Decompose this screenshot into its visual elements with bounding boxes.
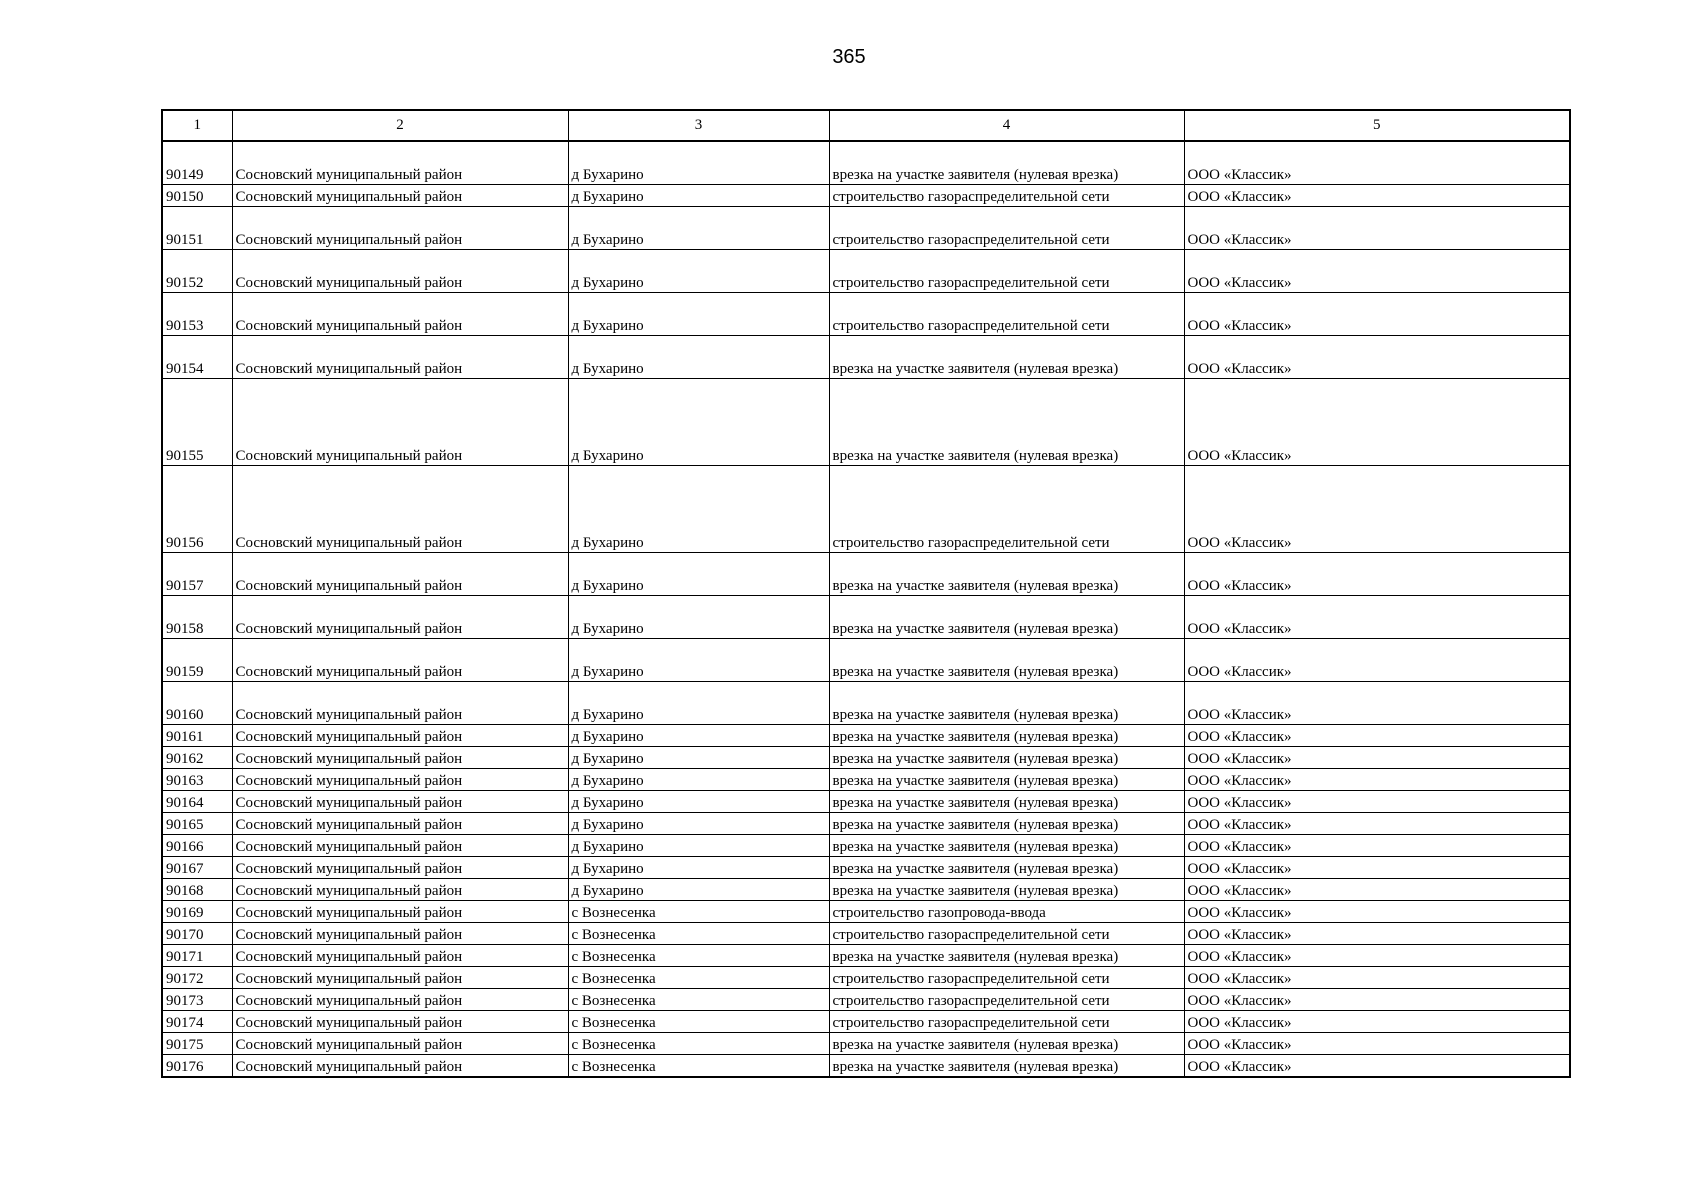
locality-cell: д Бухарино [568, 791, 829, 813]
district-cell: Сосновский муниципальный район [232, 879, 568, 901]
locality-cell: д Бухарино [568, 769, 829, 791]
row-number-cell: 90171 [162, 945, 232, 967]
work-type-cell: строительство газораспределительной сети [829, 207, 1184, 250]
table-row [162, 553, 1570, 596]
table-row [162, 1033, 1570, 1055]
row-number-cell: 90164 [162, 791, 232, 813]
table-row [162, 989, 1570, 1011]
organization-cell: ООО «Классик» [1184, 185, 1570, 207]
work-type-cell: врезка на участке заявителя (нулевая врезка) [829, 791, 1184, 813]
district-cell: Сосновский муниципальный район [232, 639, 568, 682]
row-number-cell: 90165 [162, 813, 232, 835]
work-type-cell: строительство газораспределительной сети [829, 989, 1184, 1011]
row-number-cell: 90152 [162, 250, 232, 293]
work-type-cell: врезка на участке заявителя (нулевая врезка) [829, 639, 1184, 682]
organization-cell: ООО «Классик» [1184, 725, 1570, 747]
work-type-cell: строительство газораспределительной сети [829, 466, 1184, 553]
locality-cell: д Бухарино [568, 813, 829, 835]
row-number-cell: 90155 [162, 379, 232, 466]
organization-cell: ООО «Классик» [1184, 791, 1570, 813]
row-number-cell: 90154 [162, 336, 232, 379]
row-number-cell: 90159 [162, 639, 232, 682]
table-row [162, 336, 1570, 379]
table-row [162, 857, 1570, 879]
table-row [162, 791, 1570, 813]
locality-cell: д Бухарино [568, 553, 829, 596]
organization-cell: ООО «Классик» [1184, 945, 1570, 967]
work-type-cell: строительство газораспределительной сети [829, 923, 1184, 945]
row-number-cell: 90151 [162, 207, 232, 250]
locality-cell: д Бухарино [568, 293, 829, 336]
organization-cell: ООО «Классик» [1184, 466, 1570, 553]
locality-cell: с Вознесенка [568, 1033, 829, 1055]
district-cell: Сосновский муниципальный район [232, 923, 568, 945]
organization-cell: ООО «Классик» [1184, 250, 1570, 293]
work-type-cell: врезка на участке заявителя (нулевая врезка) [829, 857, 1184, 879]
organization-cell: ООО «Классик» [1184, 879, 1570, 901]
organization-cell: ООО «Классик» [1184, 1033, 1570, 1055]
table-row [162, 813, 1570, 835]
page-number: 365 [832, 46, 866, 68]
column-header-3: 3 [568, 110, 829, 141]
work-type-cell: врезка на участке заявителя (нулевая врезка) [829, 379, 1184, 466]
row-number-cell: 90166 [162, 835, 232, 857]
locality-cell: д Бухарино [568, 207, 829, 250]
organization-cell: ООО «Классик» [1184, 596, 1570, 639]
organization-cell: ООО «Классик» [1184, 769, 1570, 791]
work-type-cell: врезка на участке заявителя (нулевая врезка) [829, 879, 1184, 901]
locality-cell: д Бухарино [568, 596, 829, 639]
row-number-cell: 90162 [162, 747, 232, 769]
locality-cell: д Бухарино [568, 747, 829, 769]
district-cell: Сосновский муниципальный район [232, 769, 568, 791]
table-row [162, 185, 1570, 207]
work-type-cell: врезка на участке заявителя (нулевая врезка) [829, 1033, 1184, 1055]
table-row [162, 901, 1570, 923]
work-type-cell: врезка на участке заявителя (нулевая врезка) [829, 336, 1184, 379]
organization-cell: ООО «Классик» [1184, 1011, 1570, 1033]
locality-cell: с Вознесенка [568, 1055, 829, 1078]
locality-cell: д Бухарино [568, 857, 829, 879]
row-number-cell: 90149 [162, 141, 232, 185]
register-table [161, 109, 1571, 1078]
work-type-cell: строительство газораспределительной сети [829, 293, 1184, 336]
locality-cell: с Вознесенка [568, 989, 829, 1011]
district-cell: Сосновский муниципальный район [232, 1033, 568, 1055]
work-type-cell: врезка на участке заявителя (нулевая врезка) [829, 835, 1184, 857]
row-number-cell: 90168 [162, 879, 232, 901]
row-number-cell: 90161 [162, 725, 232, 747]
table-row [162, 466, 1570, 553]
locality-cell: д Бухарино [568, 879, 829, 901]
work-type-cell: врезка на участке заявителя (нулевая врезка) [829, 813, 1184, 835]
locality-cell: д Бухарино [568, 141, 829, 185]
row-number-cell: 90157 [162, 553, 232, 596]
table-row [162, 207, 1570, 250]
district-cell: Сосновский муниципальный район [232, 725, 568, 747]
table-row [162, 250, 1570, 293]
district-cell: Сосновский муниципальный район [232, 466, 568, 553]
row-number-cell: 90176 [162, 1055, 232, 1078]
organization-cell: ООО «Классик» [1184, 857, 1570, 879]
district-cell: Сосновский муниципальный район [232, 901, 568, 923]
organization-cell: ООО «Классик» [1184, 1055, 1570, 1078]
work-type-cell: врезка на участке заявителя (нулевая врезка) [829, 553, 1184, 596]
district-cell: Сосновский муниципальный район [232, 207, 568, 250]
row-number-cell: 90160 [162, 682, 232, 725]
row-number-cell: 90150 [162, 185, 232, 207]
district-cell: Сосновский муниципальный район [232, 336, 568, 379]
table-row [162, 769, 1570, 791]
table-row [162, 923, 1570, 945]
organization-cell: ООО «Классик» [1184, 747, 1570, 769]
locality-cell: д Бухарино [568, 379, 829, 466]
table-row [162, 945, 1570, 967]
row-number-cell: 90170 [162, 923, 232, 945]
organization-cell: ООО «Классик» [1184, 835, 1570, 857]
organization-cell: ООО «Классик» [1184, 379, 1570, 466]
organization-cell: ООО «Классик» [1184, 813, 1570, 835]
district-cell: Сосновский муниципальный район [232, 791, 568, 813]
organization-cell: ООО «Классик» [1184, 639, 1570, 682]
table-row [162, 725, 1570, 747]
column-header-5: 5 [1184, 110, 1570, 141]
district-cell: Сосновский муниципальный район [232, 813, 568, 835]
district-cell: Сосновский муниципальный район [232, 185, 568, 207]
work-type-cell: врезка на участке заявителя (нулевая врезка) [829, 141, 1184, 185]
district-cell: Сосновский муниципальный район [232, 1055, 568, 1078]
district-cell: Сосновский муниципальный район [232, 682, 568, 725]
table-row [162, 293, 1570, 336]
column-header-2: 2 [232, 110, 568, 141]
table-row [162, 1055, 1570, 1078]
table-body [162, 141, 1570, 1077]
district-cell: Сосновский муниципальный район [232, 250, 568, 293]
locality-cell: д Бухарино [568, 466, 829, 553]
organization-cell: ООО «Классик» [1184, 553, 1570, 596]
table-row [162, 379, 1570, 466]
row-number-cell: 90174 [162, 1011, 232, 1033]
district-cell: Сосновский муниципальный район [232, 141, 568, 185]
district-cell: Сосновский муниципальный район [232, 1011, 568, 1033]
work-type-cell: врезка на участке заявителя (нулевая врезка) [829, 596, 1184, 639]
row-number-cell: 90175 [162, 1033, 232, 1055]
row-number-cell: 90169 [162, 901, 232, 923]
table-row [162, 596, 1570, 639]
table-row [162, 639, 1570, 682]
table-row [162, 682, 1570, 725]
locality-cell: д Бухарино [568, 639, 829, 682]
column-header-1: 1 [162, 110, 232, 141]
work-type-cell: строительство газораспределительной сети [829, 185, 1184, 207]
work-type-cell: строительство газопровода-ввода [829, 901, 1184, 923]
row-number-cell: 90167 [162, 857, 232, 879]
locality-cell: с Вознесенка [568, 923, 829, 945]
district-cell: Сосновский муниципальный район [232, 945, 568, 967]
row-number-cell: 90153 [162, 293, 232, 336]
table-row [162, 835, 1570, 857]
table-row [162, 141, 1570, 185]
work-type-cell: строительство газораспределительной сети [829, 1011, 1184, 1033]
organization-cell: ООО «Классик» [1184, 967, 1570, 989]
district-cell: Сосновский муниципальный район [232, 989, 568, 1011]
work-type-cell: врезка на участке заявителя (нулевая врезка) [829, 682, 1184, 725]
locality-cell: д Бухарино [568, 185, 829, 207]
organization-cell: ООО «Классик» [1184, 682, 1570, 725]
district-cell: Сосновский муниципальный район [232, 967, 568, 989]
district-cell: Сосновский муниципальный район [232, 857, 568, 879]
work-type-cell: строительство газораспределительной сети [829, 250, 1184, 293]
district-cell: Сосновский муниципальный район [232, 553, 568, 596]
row-number-cell: 90173 [162, 989, 232, 1011]
table-row [162, 967, 1570, 989]
district-cell: Сосновский муниципальный район [232, 747, 568, 769]
organization-cell: ООО «Классик» [1184, 141, 1570, 185]
locality-cell: с Вознесенка [568, 1011, 829, 1033]
work-type-cell: врезка на участке заявителя (нулевая врезка) [829, 747, 1184, 769]
locality-cell: д Бухарино [568, 336, 829, 379]
row-number-cell: 90156 [162, 466, 232, 553]
locality-cell: д Бухарино [568, 682, 829, 725]
row-number-cell: 90158 [162, 596, 232, 639]
locality-cell: д Бухарино [568, 835, 829, 857]
locality-cell: д Бухарино [568, 250, 829, 293]
organization-cell: ООО «Классик» [1184, 989, 1570, 1011]
organization-cell: ООО «Классик» [1184, 923, 1570, 945]
locality-cell: с Вознесенка [568, 901, 829, 923]
work-type-cell: строительство газораспределительной сети [829, 967, 1184, 989]
table-header-row [162, 110, 1570, 141]
district-cell: Сосновский муниципальный район [232, 835, 568, 857]
table-row [162, 879, 1570, 901]
locality-cell: с Вознесенка [568, 945, 829, 967]
organization-cell: ООО «Классик» [1184, 336, 1570, 379]
work-type-cell: врезка на участке заявителя (нулевая врезка) [829, 1055, 1184, 1078]
work-type-cell: врезка на участке заявителя (нулевая врезка) [829, 945, 1184, 967]
table-row [162, 1011, 1570, 1033]
district-cell: Сосновский муниципальный район [232, 379, 568, 466]
district-cell: Сосновский муниципальный район [232, 596, 568, 639]
row-number-cell: 90163 [162, 769, 232, 791]
organization-cell: ООО «Классик» [1184, 293, 1570, 336]
organization-cell: ООО «Классик» [1184, 901, 1570, 923]
table-row [162, 747, 1570, 769]
locality-cell: с Вознесенка [568, 967, 829, 989]
locality-cell: д Бухарино [568, 725, 829, 747]
work-type-cell: врезка на участке заявителя (нулевая врезка) [829, 725, 1184, 747]
column-header-4: 4 [829, 110, 1184, 141]
organization-cell: ООО «Классик» [1184, 207, 1570, 250]
work-type-cell: врезка на участке заявителя (нулевая врезка) [829, 769, 1184, 791]
row-number-cell: 90172 [162, 967, 232, 989]
district-cell: Сосновский муниципальный район [232, 293, 568, 336]
